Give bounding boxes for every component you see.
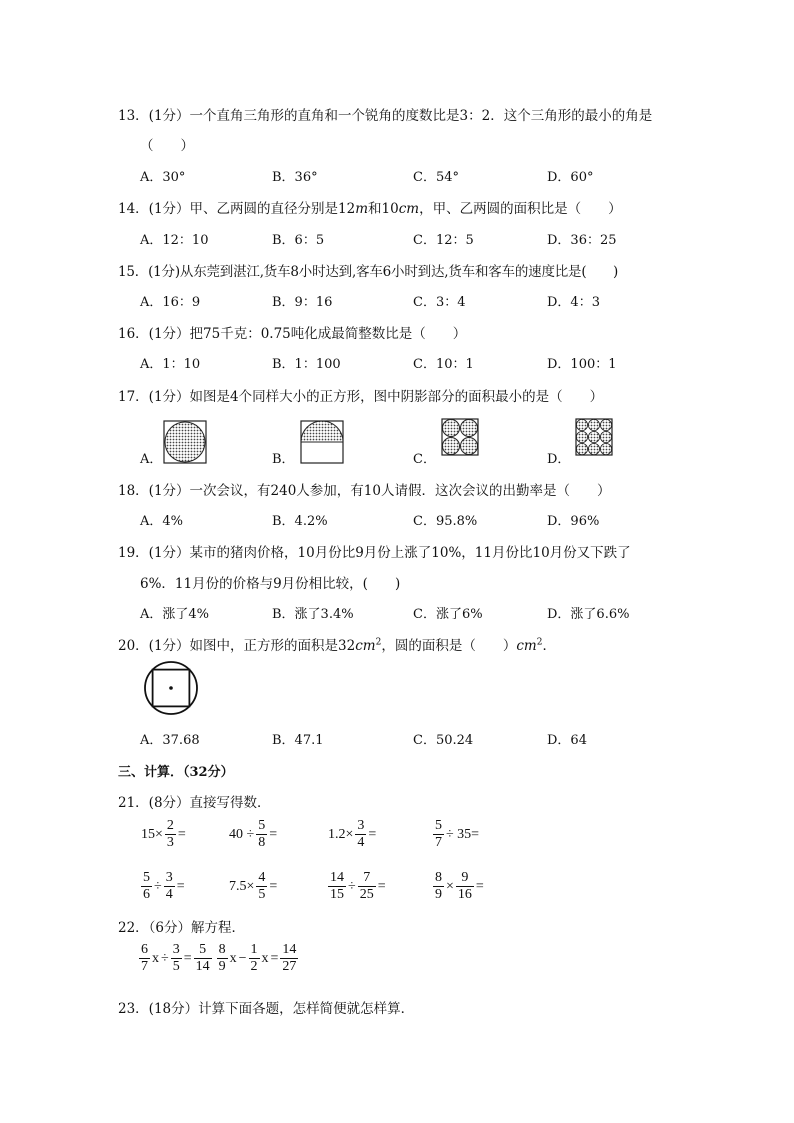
q14-option-b: B．6：5 [272,233,325,248]
q18-option-a: A．4% [140,514,184,529]
q19-option-c: C．涨了6% [413,607,483,622]
q14-stem: 14．(1分）甲、乙两圆的直径分别是12m和10cm，甲、乙两圆的面积比是（ ） [118,201,622,217]
q21-expr-6: 7.5× $\frac{4}{5}$ = [229,870,278,902]
q21-expr-7: $\frac{14}{15}$ ÷ $\frac{7}{25}$ = [330,870,386,902]
q13-option-d: D．60° [547,170,594,185]
q18-option-b: B．4.2% [272,514,328,529]
q21-expr-8: $\frac{8}{9}$ × $\frac{9}{16}$ = [435,870,484,902]
q15-option-c: C．3：4 [413,295,466,310]
section-3-title: 三、计算．（32分） [118,765,234,780]
q14-option-c: C．12：5 [413,233,474,248]
q17-figure-b [300,420,344,464]
q16-option-b: B．1：100 [272,357,341,372]
q19-stem-line2: 6%．11月份的价格与9月份相比较，( ) [140,576,401,592]
q18-stem: 18．(1分）一次会议，有240人参加，有10人请假．这次会议的出勤率是（ ） [118,483,611,499]
q13-option-a: A．30° [140,170,186,185]
q15-stem: 15．(1分)从东莞到湛江,货车8小时达到,客车6小时到达,货车和客车的速度比是( ) [118,264,619,280]
q14-option-a: A．12：10 [140,233,209,248]
q21-expr-4: $\frac{5}{7}$ ÷ 35= [435,818,480,850]
q13-stem: 13．(1分）一个直角三角形的直角和一个锐角的度数比是3：2．这个三角形的最小的角是 [118,108,653,124]
q21-expr-2: 40 ÷ $\frac{5}{8}$ = [229,818,278,850]
q19-option-b: B．涨了3.4% [272,607,354,622]
q21-expr-1: 15× $\frac{2}{3}$ = [141,818,186,850]
q20-option-b: B．47.1 [272,733,324,748]
q20-option-c: C．50.24 [413,733,474,748]
q17-option-c: C． [413,452,436,467]
q13-option-b: B．36° [272,170,318,185]
q15-option-d: D．4：3 [547,295,600,310]
q21-expr-5: $\frac{5}{6}$ ÷ $\frac{3}{4}$ = [143,870,185,902]
q20-figure-square-in-circle [140,660,202,716]
q21-expr-3: 1.2× $\frac{3}{4}$ = [328,818,377,850]
q20-option-a: A．37.68 [140,733,200,748]
q23-stem: 23．(18分）计算下面各题，怎样简便就怎样算． [118,1001,415,1017]
q13-option-c: C．54° [413,170,459,185]
q22-stem: 22．（6分）解方程． [118,920,246,936]
q16-option-a: A．1：10 [140,357,201,372]
q17-option-d: D． [547,452,571,467]
q15-option-b: B．9：16 [272,295,333,310]
q15-option-a: A．16：9 [140,295,201,310]
q17-figure-c [441,418,479,456]
q16-option-d: D．100：1 [547,357,617,372]
q21-stem: 21．(8分）直接写得数． [118,795,271,811]
q17-stem: 17．(1分）如图是4个同样大小的正方形，图中阴影部分的面积最小的是（ ） [118,389,604,405]
q17-figure-d [575,418,613,456]
q16-option-c: C．10：1 [413,357,474,372]
q13-stem-paren: （ ） [140,138,194,154]
q18-option-d: D．96% [547,514,600,529]
q22-equations: $\frac{6}{7}$ x ÷ $\frac{3}{5}$ = $\frac{5}{14}$ $\frac{8}{9}$ x − $\frac{1}{2}$ x = $\frac{14}{27}$ [141,942,297,974]
q19-option-d: D．涨了6.6% [547,607,630,622]
q17-option-a: A． [140,452,163,467]
q19-stem: 19．(1分）某市的猪肉价格，10月份比9月份上涨了10%，11月份比10月份又下跌了 [118,545,631,561]
q18-option-c: C．95.8% [413,514,478,529]
q14-option-d: D．36：25 [547,233,617,248]
q20-option-d: D．64 [547,733,587,748]
q17-figure-a [163,420,207,464]
q17-option-b: B． [272,452,295,467]
q16-stem: 16．(1分）把75千克：0.75吨化成最简整数比是（ ） [118,326,467,342]
q19-option-a: A．涨了4% [140,607,210,622]
q20-stem: 20．(1分）如图中，正方形的面积是$32cm^2$，圆的面积是（ ）$cm^2$． [118,637,556,654]
